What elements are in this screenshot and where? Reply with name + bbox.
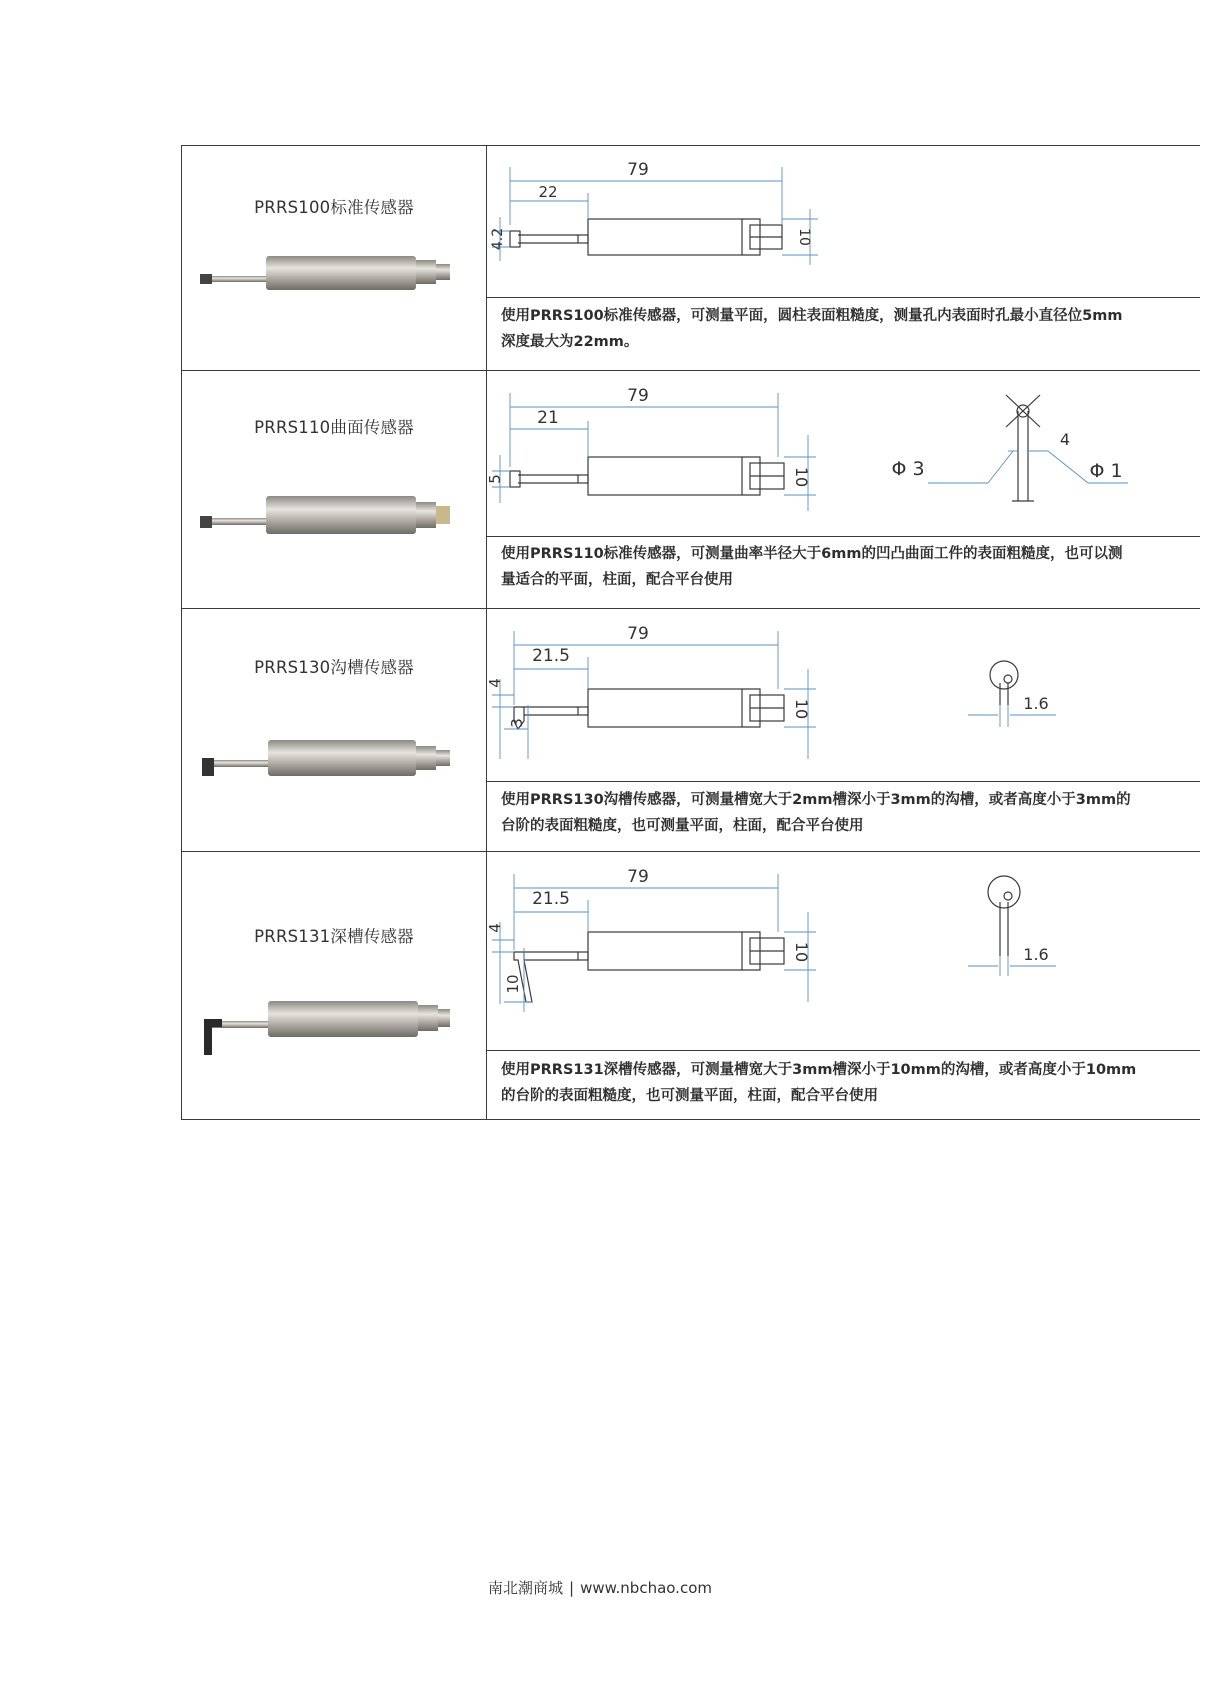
footer-url[interactable]: www.nbchao.com (580, 1579, 712, 1597)
footer-separator: | (569, 1579, 575, 1597)
dim-phi1: Φ 1 (1089, 460, 1123, 482)
dim-height: 5 (486, 474, 504, 484)
dim-body: 10 (792, 698, 811, 720)
dim-width: 4 (1059, 430, 1071, 449)
sensor-table (181, 145, 1200, 1120)
sensor-description (501, 787, 1221, 839)
dim-total: 79 (627, 386, 649, 406)
dimension-drawing (488, 852, 1200, 1050)
desc-line-2: 深度最大为22mm。 (501, 334, 639, 350)
dim-height: 10 (504, 974, 522, 994)
dim-width: 1.6 (1023, 945, 1049, 964)
dim-tip: 21.5 (532, 889, 570, 909)
sensor-name-cell (182, 610, 486, 851)
sensor-row-prrs110 (181, 371, 1200, 608)
sensor-name: PRRS110曲面传感器 (254, 418, 414, 437)
sensor-row-prrs130 (181, 609, 1200, 851)
desc-line-1: 使用PRRS100标准传感器，可测量平面，圆柱表面粗糙度，测量孔内表面时孔最小直径位5mm (501, 308, 1123, 324)
dim-body: 10 (796, 228, 812, 246)
desc-line-1: 使用PRRS130沟槽传感器，可测量槽宽大于2mm槽深小于3mm的沟槽，或者高度小于3mm的 (501, 792, 1131, 808)
sensor-photo (182, 146, 486, 370)
page-footer (0, 1577, 1200, 1598)
dim-total: 79 (627, 624, 649, 644)
desc-line-2: 的台阶的表面粗糙度，也可测量平面，柱面，配合平台使用 (501, 1088, 878, 1104)
dim-top: 4 (486, 678, 504, 688)
dim-total: 79 (627, 160, 649, 180)
desc-line-2: 台阶的表面粗糙度，也可测量平面，柱面，配合平台使用 (501, 818, 864, 834)
sensor-photo (182, 853, 486, 1119)
dim-tip: 21.5 (532, 646, 570, 666)
dim-tip: 21 (537, 408, 559, 428)
table-border-bottom (181, 1119, 1200, 1120)
dimension-drawing (488, 145, 1200, 297)
dim-body: 10 (792, 941, 811, 963)
dim-tip: 22 (538, 183, 558, 201)
sensor-photo (182, 610, 486, 851)
dim-phi3: Φ 3 (891, 458, 925, 480)
sensor-photo (182, 372, 486, 608)
sensor-name: PRRS100标准传感器 (254, 198, 414, 217)
dimension-drawing (488, 609, 1200, 781)
sensor-name: PRRS131深槽传感器 (254, 927, 414, 946)
sensor-description (501, 541, 1221, 593)
dim-top: 4 (486, 923, 504, 933)
sensor-row-prrs100 (181, 145, 1200, 370)
sensor-row-prrs131 (181, 852, 1200, 1119)
sensor-description (501, 303, 1221, 355)
dimension-drawing (488, 371, 1200, 536)
dim-width: 1.6 (1023, 694, 1049, 713)
sensor-description (501, 1057, 1221, 1109)
dim-height: 3 (508, 718, 526, 728)
sensor-name-cell (182, 146, 486, 370)
dim-body: 10 (792, 466, 811, 488)
dim-height: 4.2 (490, 227, 506, 251)
desc-line-2: 量适合的平面，柱面，配合平台使用 (501, 572, 733, 588)
sensor-name-cell (182, 853, 486, 1119)
sensor-name-cell (182, 372, 486, 608)
desc-line-1: 使用PRRS131深槽传感器，可测量槽宽大于3mm槽深小于10mm的沟槽，或者高度小于10mm (501, 1062, 1137, 1078)
dim-total: 79 (627, 867, 649, 887)
footer-site-name: 南北潮商城 (488, 1579, 564, 1597)
sensor-name: PRRS130沟槽传感器 (254, 658, 414, 677)
desc-line-1: 使用PRRS110标准传感器，可测量曲率半径大于6mm的凹凸曲面工件的表面粗糙度，也可以测 (501, 546, 1123, 562)
